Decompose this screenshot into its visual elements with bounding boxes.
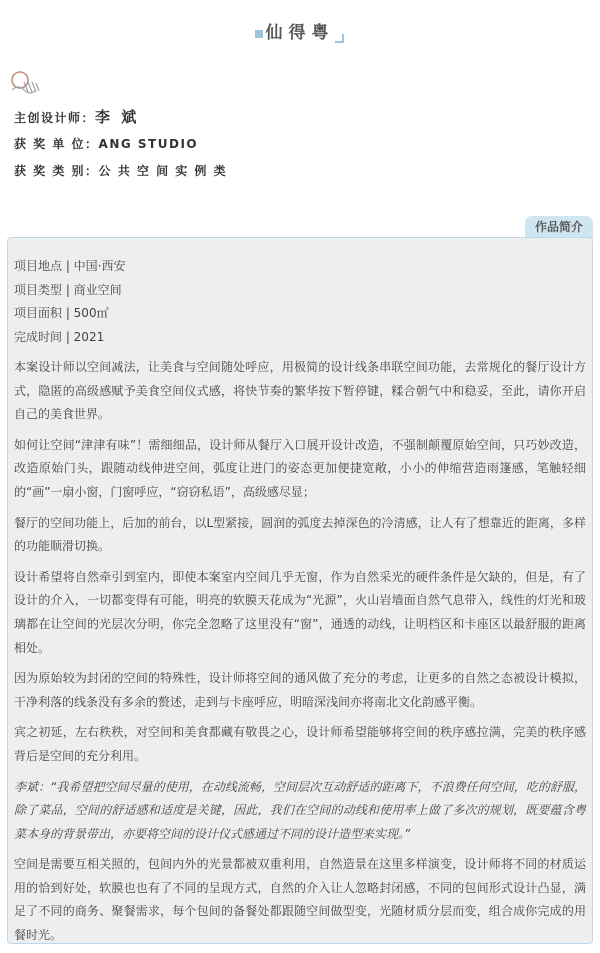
designer-quote: 李斌：“我希望把空间尽量的使用，在动线流畅，空间层次互动舒适的距离下，不浪费任何空间，吃的舒服，除了菜品，空间的舒适感和适度是关键，因此，我们在空间的动线和使用率上做了多次的规划，既要蕴含粤菜本身的背景带出，亦要将空间的设计仪式感通过不同的设计造型来实现。” (14, 779, 586, 841)
studio-name: ANG STUDIO (98, 137, 199, 151)
paragraph: 宾之初延，左右秩秩，对空间和美食都藏有敬畏之心，设计师希望能够将空间的秩序感拉满，完美的秩序感背后是空间的充分利用。 (14, 725, 586, 763)
project-info (14, 255, 586, 349)
designer-line (14, 106, 139, 127)
page-title: 仙得粤 (265, 23, 335, 43)
wave-circle-logo-icon (8, 68, 42, 96)
info-completion: 完成时间 | 2021 (14, 329, 105, 344)
category-name: 公 共 空 间 实 例 类 (98, 164, 228, 178)
paragraph: 因为原始较为封闭的空间的特殊性，设计师将空间的通风做了充分的考虑，让更多的自然之态被设计模拟，干净利落的线条没有多余的赘述，走到与卡座呼应，明暗深浅间亦将南北文化韵感平衡。 (14, 671, 586, 709)
paragraph: 空间是需要互相关照的，包间内外的光景都被双重利用，自然造景在这里多样演变，设计师将不同的材质运用的恰到好处，软膜也也有了不同的呈现方式，自然的介入让人忽略封闭感，不同的包间形式设计凸显，满足了不同的商务、聚餐需求，每个包间的备餐处都跟随空间做型变，光随材质分层而变，组合成你完成的用餐时光。 (14, 857, 586, 943)
paragraph: 本案设计师以空间减法，让美食与空间随处呼应，用极简的设计线条串联空间功能，去常规化的餐厅设计方式，隐匿的高级感赋予美食空间仪式感，将快节奏的繁华按下暂停键，糅合朝气中和稳妥，至此，请你开启自己的美食世界。 (14, 360, 586, 422)
info-area: 项目面积 | 500㎡ (14, 306, 109, 320)
designer-name: 李 斌 (95, 108, 140, 126)
category-label: 获 奖 类 别： (14, 164, 99, 178)
info-type: 项目类型 | 商业空间 (14, 282, 122, 297)
category-line (14, 162, 227, 179)
paragraph: 设计希望将自然牵引到室内，即使本案室内空间几乎无窗，作为自然采光的硬件条件是欠缺的，但是，有了设计的介入，一切都变得有可能，明亮的软膜天花成为“光源”，火山岩墙面自然气息带入，线性的灯光和玻璃都在让空间的光层次分明，你完全忽略了这里没有“窗”，通透的动线，让明档区和卡座区以最舒服的距离相处。 (14, 569, 586, 655)
section-tag: 作品简介 (525, 216, 593, 238)
paragraph: 如何让空间“津津有味”！需细细品，设计师从餐厅入口展开设计改造，不强制颠覆原始空间，只巧妙改造，改造原始门头，跟随动线伸进空间，弧度让进门的姿态更加便捷宽敞，小小的伸缩营造雨篷感，笔触轻细的“画”一扇小窗，门窗呼应，“窃窃私语”，高级感尽显； (14, 437, 586, 499)
page-header (0, 14, 600, 44)
designer-label: 主创设计师： (14, 111, 96, 125)
title-corner-decoration-right (335, 34, 344, 43)
description-content (14, 255, 586, 948)
info-location: 项目地点 | 中国·西安 (14, 259, 126, 273)
studio-label: 获 奖 单 位： (14, 137, 99, 151)
studio-line (14, 135, 198, 152)
paragraph: 餐厅的空间功能上，后加的前台，以L型紧接，圆润的弧度去掉深色的冷清感，让人有了想靠近的距离，多样的功能顺滑切换。 (14, 515, 586, 554)
